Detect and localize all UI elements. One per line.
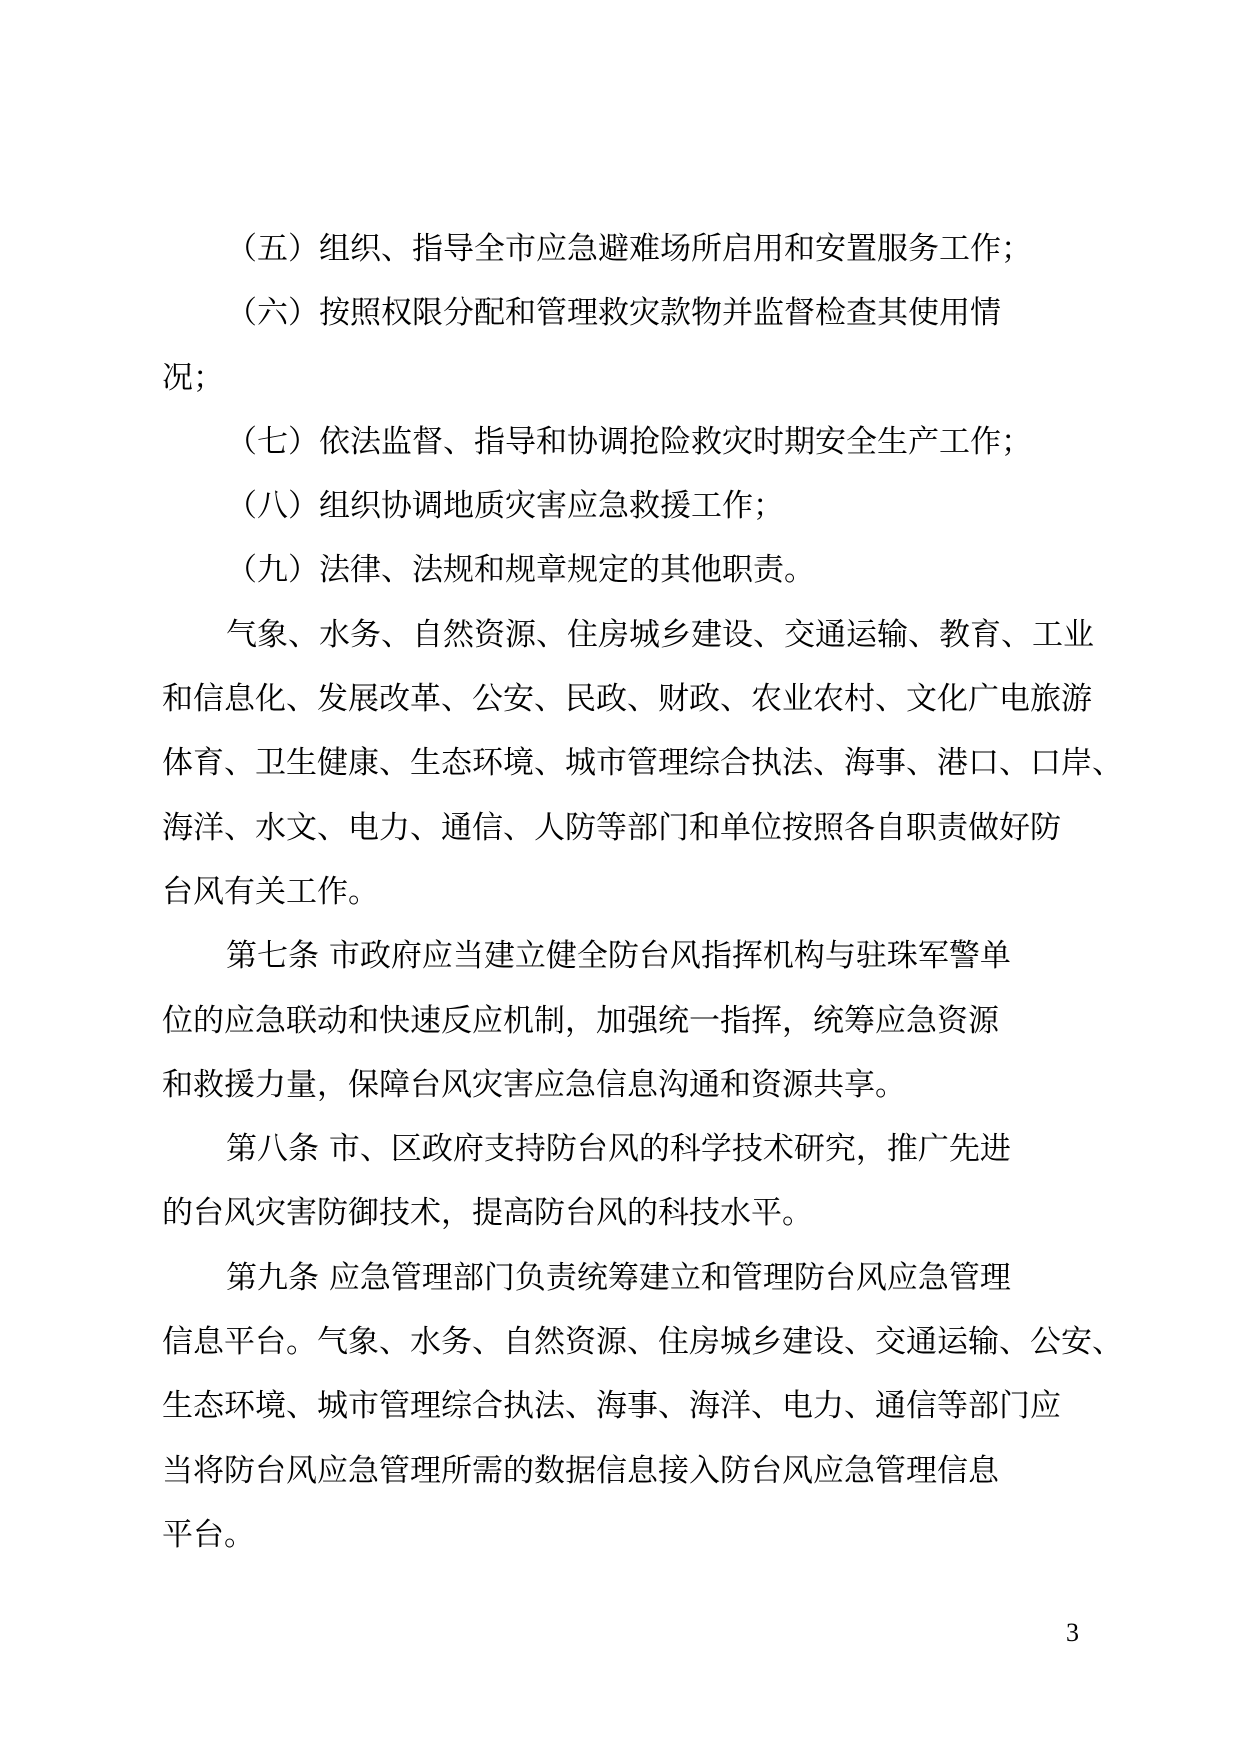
text-line: 的台风灾害防御技术，提高防台风的科技水平。 <box>162 1195 813 1232</box>
text-line: 第七条 市政府应当建立健全防台风指挥机构与驻珠军警单 <box>226 938 1011 975</box>
text-line: （六）按照权限分配和管理救灾款物并监督检查其使用情 <box>226 295 1001 332</box>
text-line: 海洋、水文、电力、通信、人防等部门和单位按照各自职责做好防 <box>162 809 1061 846</box>
text-line: 位的应急联动和快速反应机制，加强统一指挥，统筹应急资源 <box>162 1002 999 1039</box>
document-body <box>162 226 1123 1576</box>
text-line: 和信息化、发展改革、公安、民政、财政、农业农村、文化广电旅游 <box>162 681 1092 718</box>
text-line: 当将防台风应急管理所需的数据信息接入防台风应急管理信息 <box>162 1452 999 1489</box>
text-line: 体育、卫生健康、生态环境、城市管理综合执法、海事、港口、口岸、 <box>162 745 1123 782</box>
text-line: （八）组织协调地质灾害应急救援工作； <box>226 488 784 525</box>
text-line: 生态环境、城市管理综合执法、海事、海洋、电力、通信等部门应 <box>162 1388 1061 1425</box>
page-number: 3 <box>1066 1618 1079 1647</box>
text-line: 第八条 市、区政府支持防台风的科学技术研究，推广先进 <box>226 1131 1011 1168</box>
text-line: 平台。 <box>162 1516 255 1553</box>
text-line: （九）法律、法规和规章规定的其他职责。 <box>226 552 815 589</box>
text-line: 况； <box>162 359 224 396</box>
text-line: 气象、水务、自然资源、住房城乡建设、交通运输、教育、工业 <box>226 616 1094 653</box>
text-line: 第九条 应急管理部门负责统筹建立和管理防台风应急管理 <box>226 1259 1011 1296</box>
text-line: 台风有关工作。 <box>162 873 379 910</box>
text-line: （七）依法监督、指导和协调抢险救灾时期安全生产工作； <box>226 423 1032 460</box>
text-line: （五）组织、指导全市应急避难场所启用和安置服务工作； <box>226 231 1032 267</box>
text-line: 信息平台。气象、水务、自然资源、住房城乡建设、交通运输、公安、 <box>162 1324 1123 1361</box>
text-line: 和救援力量，保障台风灾害应急信息沟通和资源共享。 <box>162 1066 906 1103</box>
